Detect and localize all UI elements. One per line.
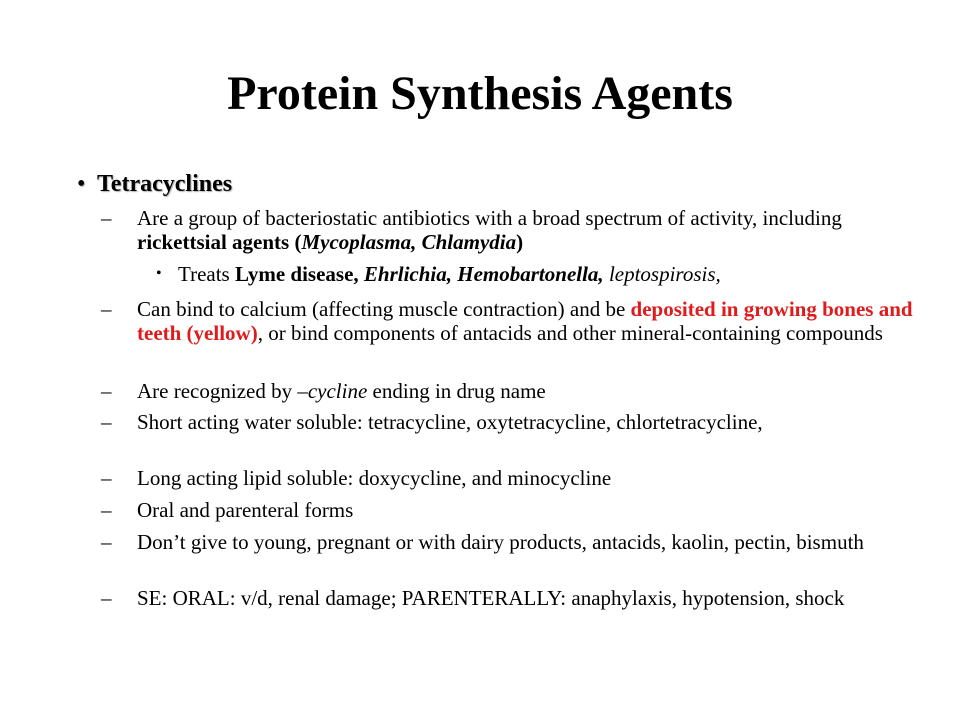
dash-icon: – (101, 410, 112, 434)
item-text (137, 206, 927, 254)
item-text: Oral and parenteral forms (137, 498, 354, 522)
dash-icon: – (101, 586, 112, 610)
dash-icon: – (101, 379, 112, 403)
dash-icon: – (101, 498, 112, 522)
item-text-bold: rickettsial agents ( (137, 230, 302, 254)
item-text: SE: ORAL: v/d, renal damage; PARENTERALLY: anaphylaxis, hypotension, shock (137, 586, 845, 610)
sub-item-text-bold: Lyme disease, (234, 262, 364, 286)
item-text: Long acting lipid soluble: doxycycline, and minocycline (137, 466, 612, 490)
item-text-part: Are recognized by – (137, 379, 308, 403)
item-text-bold-italic: Mycoplasma, Chlamydia (301, 230, 517, 254)
item-text-bold: ) (516, 230, 524, 254)
dash-icon: – (101, 297, 112, 321)
slide-title: Protein Synthesis Agents (227, 67, 733, 120)
bullet-icon: • (77, 171, 86, 197)
item-text (137, 379, 927, 403)
dash-icon: – (101, 466, 112, 490)
dash-icon: – (101, 530, 112, 554)
item-text-part: Are a group of bacteriostatic antibiotics with a broad spectrum of activity, including (137, 206, 842, 230)
bullet-icon: • (156, 265, 162, 282)
item-text (137, 297, 927, 345)
item-text-part: Can bind to calcium (affecting muscle contraction) and be (137, 297, 631, 321)
dash-icon: – (101, 206, 112, 230)
sub-item-text (178, 262, 721, 286)
item-text-highlight: deposited in growing bones and teeth (yellow) (137, 297, 913, 345)
item-text-part: , or bind components of antacids and other mineral-containing compounds (257, 321, 883, 345)
sub-item-text-bold-italic: Ehrlichia, Hemobartonella, (363, 262, 604, 286)
item-text-part: ending in drug name (367, 379, 546, 403)
sub-item-text-part: Treats (178, 262, 235, 286)
sub-item-text-italic: leptospirosis, (603, 262, 721, 286)
item-text: Short acting water soluble: tetracycline, oxytetracycline, chlortetracycline, (137, 410, 763, 434)
section-label: Tetracyclines (97, 171, 233, 197)
item-text: Don’t give to young, pregnant or with dairy products, antacids, kaolin, pectin, bismuth (137, 530, 864, 554)
item-text-italic: cycline (307, 379, 368, 403)
